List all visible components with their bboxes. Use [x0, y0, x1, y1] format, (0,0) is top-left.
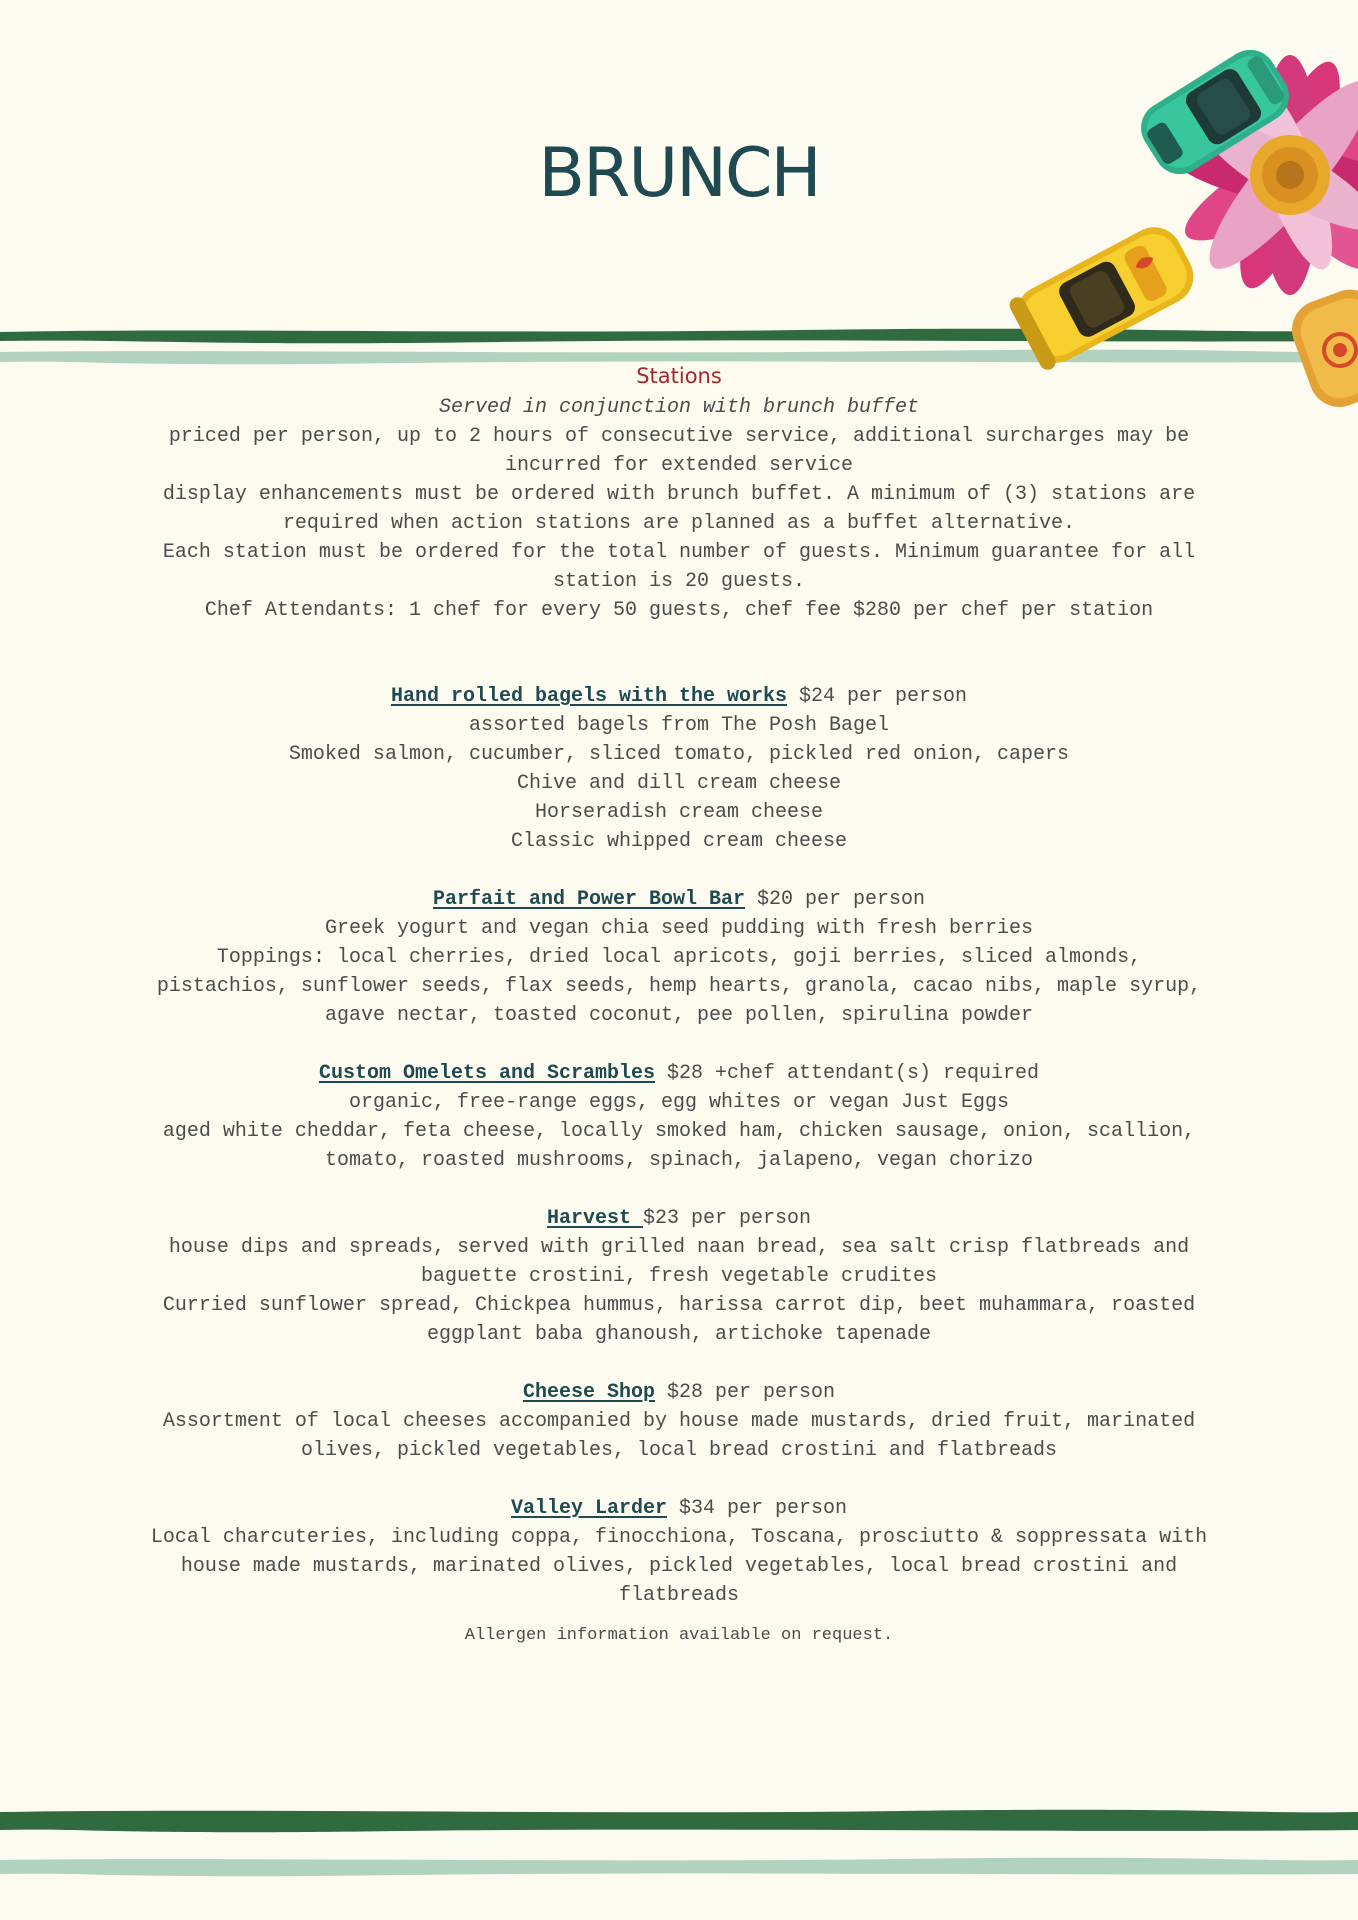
station-name: Custom Omelets and Scrambles — [318, 1062, 655, 1085]
station-header — [150, 1494, 1208, 1523]
station-line: Classic whipped cream cheese — [510, 830, 848, 853]
intro-line: Each station must be ordered for the total number of guests. Minimum guarantee for all station is 20 guests. — [162, 541, 1196, 593]
menu-content — [150, 360, 1208, 1648]
station-line: Smoked salmon, cucumber, sliced tomato, pickled red onion, capers — [288, 743, 1070, 766]
station-name: Harvest — [546, 1207, 643, 1230]
station-line: Toppings: local cherries, dried local apricots, goji berries, sliced almonds, pistachios, sunflower seeds, flax seeds, hemp hearts, granola, cacao nibs, maple syrup, agave nectar, toasted coconut, pee pollen, spirulina powder — [156, 946, 1202, 1027]
station-omelets — [150, 1059, 1208, 1175]
intro-line: display enhancements must be ordered with brunch buffet. A minimum of (3) stations are required when action stations are planned as a buffet alternative. — [162, 483, 1196, 535]
station-cheese-shop — [150, 1378, 1208, 1465]
station-line: Curried sunflower spread, Chickpea hummus, harissa carrot dip, beet muhammara, roasted eggplant baba ghanoush, artichoke tapenade — [162, 1294, 1196, 1346]
allergen-note: Allergen information available on request. — [464, 1626, 894, 1645]
station-price: $34 per person — [667, 1497, 848, 1520]
station-name: Valley Larder — [510, 1497, 667, 1520]
station-price: $23 per person — [642, 1207, 812, 1230]
station-header — [150, 885, 1208, 914]
station-name: Cheese Shop — [522, 1381, 655, 1404]
station-line: Chive and dill cream cheese — [516, 772, 842, 795]
station-harvest — [150, 1204, 1208, 1349]
top-stripes — [0, 329, 1358, 365]
station-line: house dips and spreads, served with grilled naan bread, sea salt crisp flatbreads and baguette crostini, fresh vegetable crudites — [168, 1236, 1190, 1288]
station-line: Assortment of local cheeses accompanied by house made mustards, dried fruit, marinated olives, pickled vegetables, local bread crostini and flatbreads — [162, 1410, 1196, 1462]
station-line: organic, free-range eggs, egg whites or vegan Just Eggs — [348, 1091, 1010, 1114]
station-price: $28 +chef attendant(s) required — [655, 1062, 1040, 1085]
orange-object-illustration — [1284, 281, 1358, 415]
station-header — [150, 1204, 1208, 1233]
station-price: $28 per person — [655, 1381, 836, 1404]
yellow-car-illustration — [1007, 217, 1203, 372]
station-line: Local charcuteries, including coppa, finocchiona, Toscana, prosciutto & soppressata with house made mustards, marinated olives, pickled vegetables, local bread crostini and flatbreads — [150, 1526, 1208, 1607]
station-header — [150, 682, 1208, 711]
station-valley-larder — [150, 1494, 1208, 1610]
station-name: Hand rolled bagels with the works — [390, 685, 788, 708]
station-parfait — [150, 885, 1208, 1030]
station-name: Parfait and Power Bowl Bar — [432, 888, 746, 911]
page-title: BRUNCH — [538, 133, 820, 213]
section-intro — [150, 422, 1208, 625]
intro-line: Chef Attendants: 1 chef for every 50 guests, chef fee $280 per chef per station — [204, 599, 1154, 622]
station-price: $20 per person — [745, 888, 926, 911]
bottom-stripes — [0, 1810, 1358, 1877]
station-header — [150, 1378, 1208, 1407]
station-line: Horseradish cream cheese — [534, 801, 824, 824]
station-line: aged white cheddar, feta cheese, locally smoked ham, chicken sausage, onion, scallion, tomato, roasted mushrooms, spinach, jalapeno, vegan chorizo — [162, 1120, 1196, 1172]
section-subtitle: Served in conjunction with brunch buffet — [438, 396, 920, 419]
station-header — [150, 1059, 1208, 1088]
station-line: Greek yogurt and vegan chia seed pudding with fresh berries — [324, 917, 1034, 940]
intro-line: priced per person, up to 2 hours of consecutive service, additional surcharges may be incurred for extended service — [168, 425, 1190, 477]
station-price: $24 per person — [787, 685, 968, 708]
station-line: assorted bagels from The Posh Bagel — [468, 714, 890, 737]
station-bagels — [150, 682, 1208, 856]
section-title: Stations — [636, 364, 722, 388]
